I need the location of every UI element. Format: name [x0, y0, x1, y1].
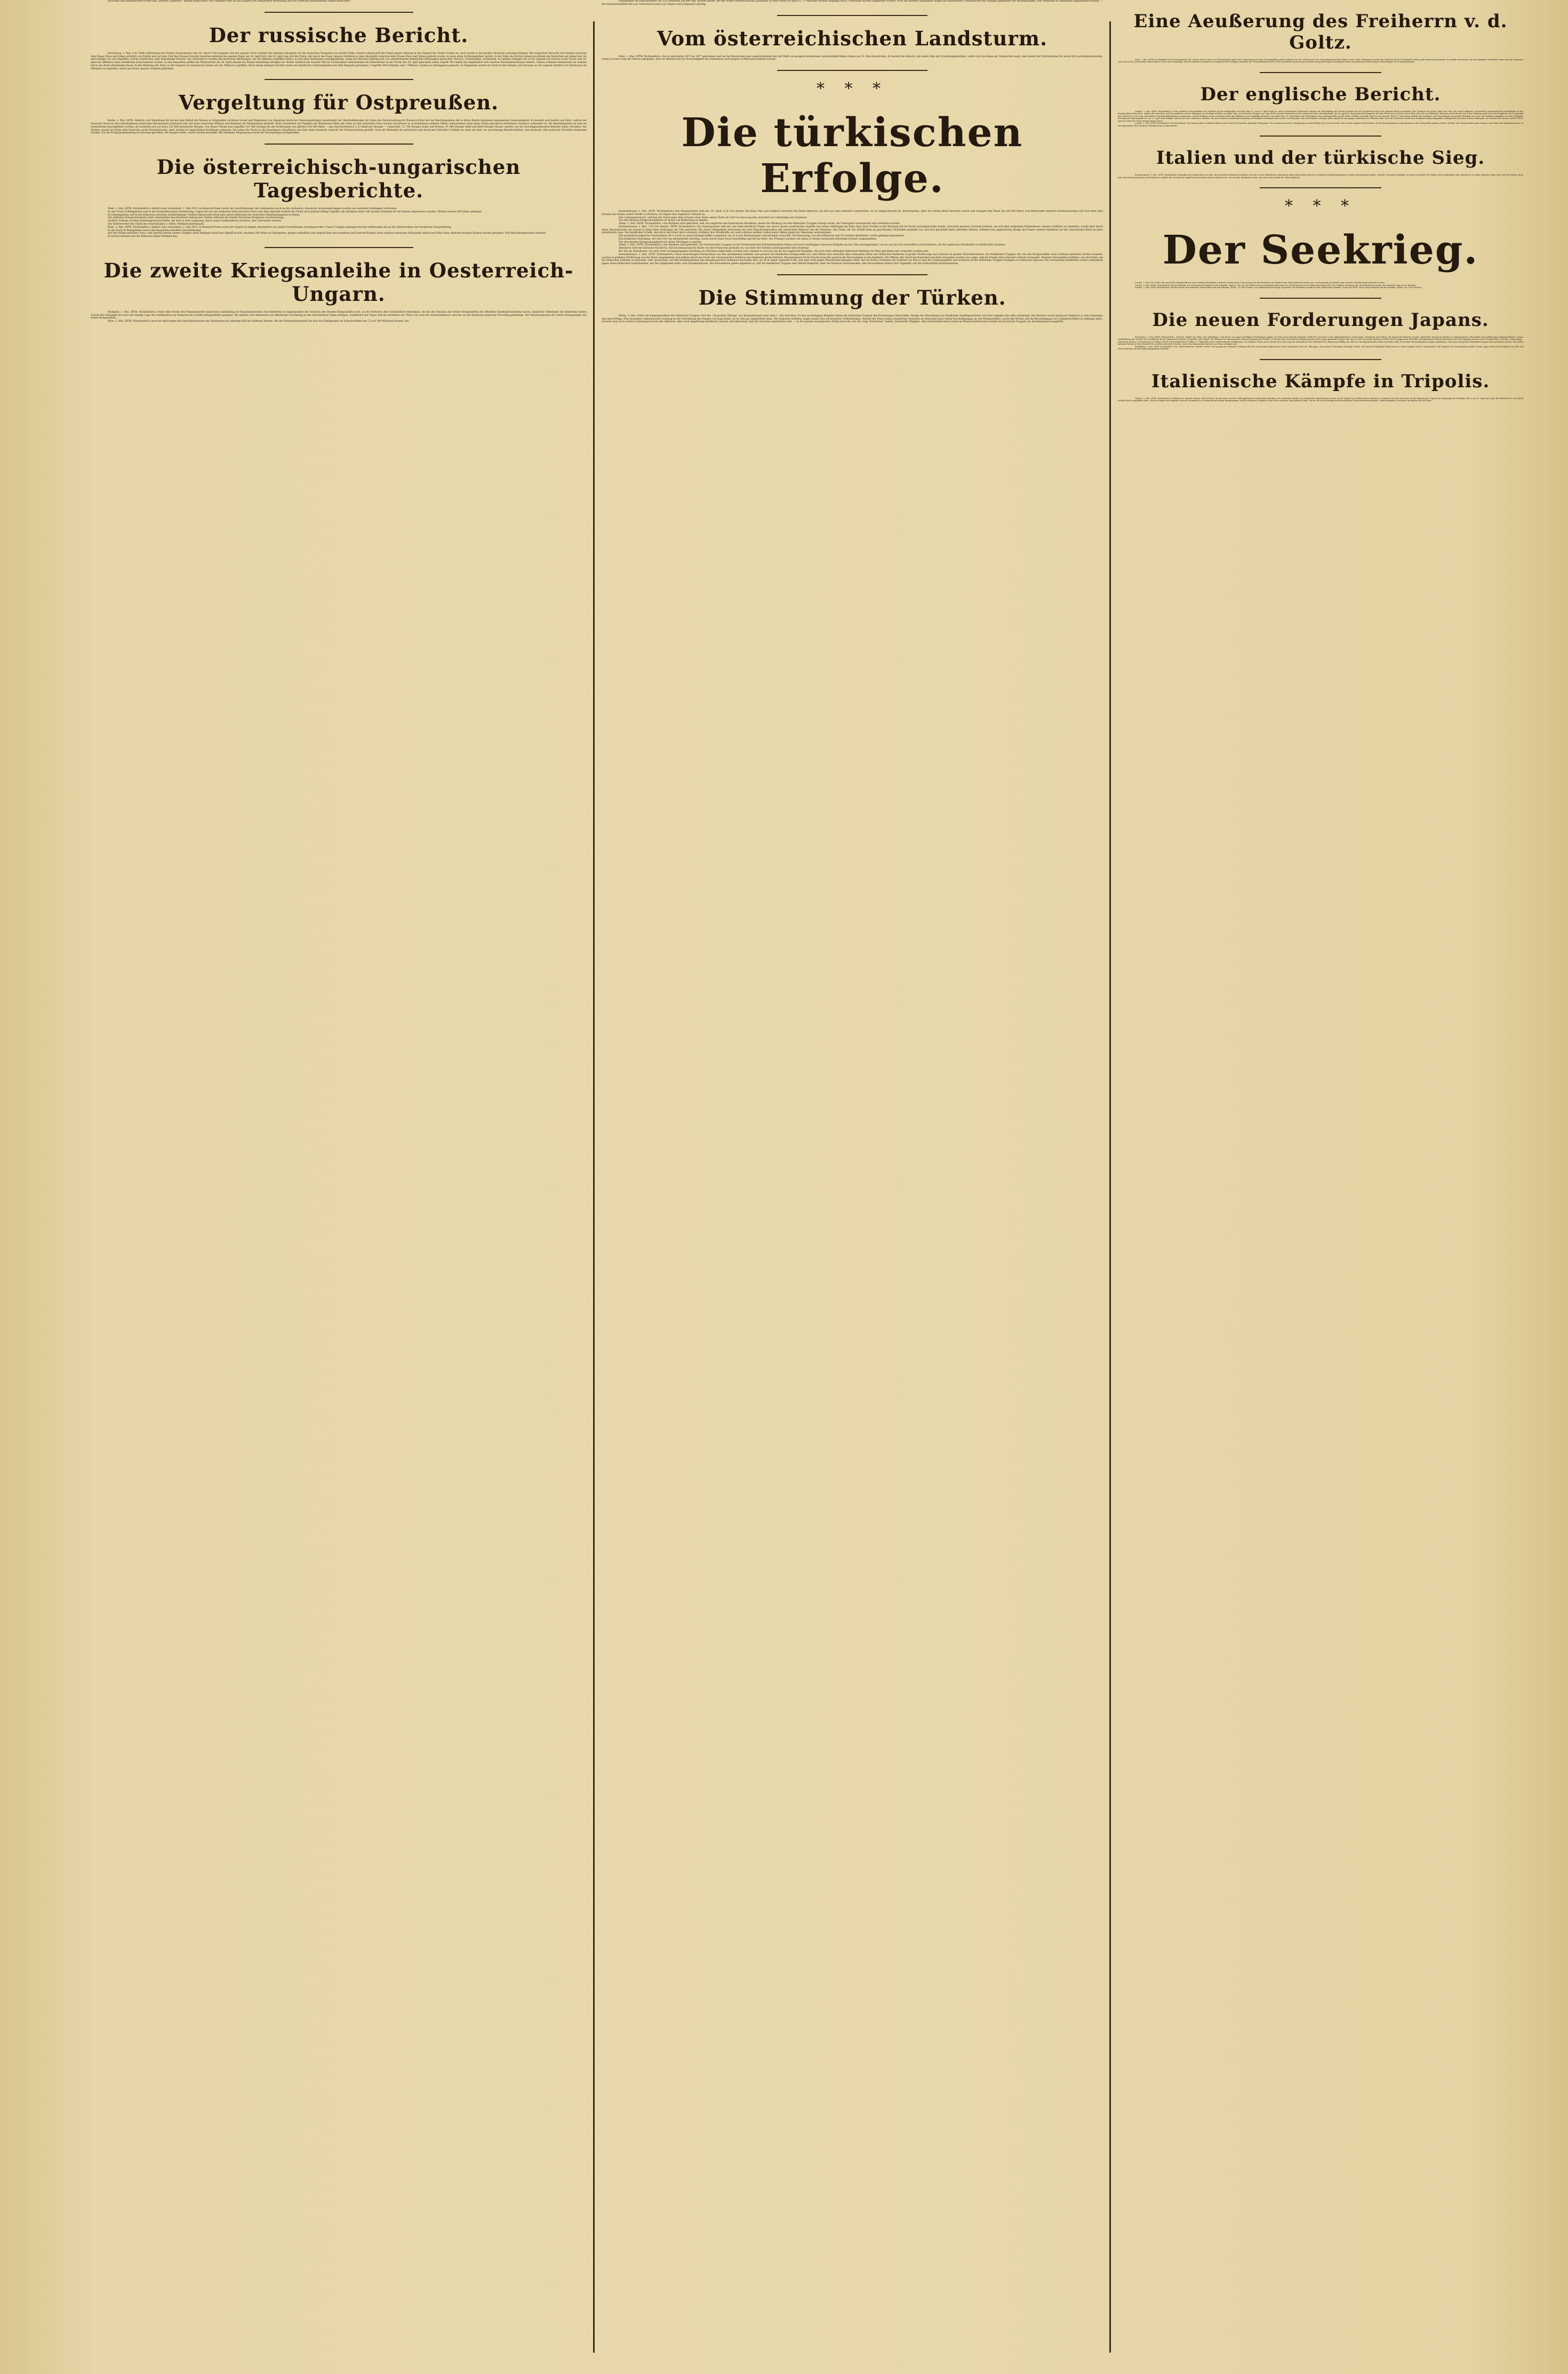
article-paragraph: Wien, 1. Mai. (WTB. Nichtamtlich.) Amtlich wird verlautbart: 1. Mai 1915. In Russisch-Polen wurde der Geschützkampf, der stellenweise auch nachts andauerte. Russische Sicherungstruppen wurden aus mehreren Stellungen vertrieben.: [108, 208, 397, 211]
article: [602, 286, 1103, 324]
article-paragraph: Athen, 1. Mai. (WTB. Nichtamtlich.) Aus Mytilene wird gebrahtet, daß vier englische und französische Bataillone, denen der Rückzug von den türkischen Truppen verlegt wurde, die Uebergabe verweigerten und vernichtet wurden.: [619, 222, 901, 226]
article-paragraph: London, 1. Mai. (WTB. Nichtamtlich.) Reutermeldung. Der König sandte an Admiral Robeck und General Sir Hamilton folgendes Telegramm: Ich vernahm mit großer Genugtuung von dem Erfolge, der erreicht wurde und von dem tapferen Widerstande, der bei den kombinierten Operationen an den Dardanellen geboten wurde. Ich bitte, den Mannschaften jeden Ranges, auch denen der Bundesgenossen, zu den glänzenden Taten herzliche Glückwünsche zu übermitteln.: [1118, 122, 1523, 127]
column-1: [91, 0, 587, 2374]
article-paragraph: Berlin, 3. Mai. Ueber die Siegesgewißheit der türkischen Truppen wird der „Vossischen Zeitung“ aus Konstantinopel unter dem 1. Mai berichtet: Zu den sechstägigen Kämpfen haben die türkischen Truppen alle Erwartungen übertroffen. Infolge der Mitwirkung von feindlichen Schiffsgeschützen war ihre Aufgabe eine sehr schwierige. Die Verluste waren gering im Vergleich zu den Leistungen und dem Erfolge. Eine besonders rühmenswerte Leistung ist die Vertreibung des Feindes von Kum Kaleh, wo er sich gut eingerichtet hatte. Die türkische Artillerie zeigte wieder ihre oft bewährte Treffsicherheit. Obwohl der Feind neben erheblichen Verlusten an Menschen auch ernste Beschädigungen an vier Kriegsschiffen, sowie den Verlust und die Beschädigung von Transportschiffen zu beklagen hatte, erwartet man doch weitere Landungsversuche der Alliierten. Aber auch Angehörige feindlicher Staaten sind überzeugt, daß alle Versuche aussichtslos sind. — In der ganzen europäischen Türkei herrscht, wie die „Tägl. Rundschau“ meldet, fieberhafte Tätigkeit. Alle ostwärtsführenden Linien im Mannschaftsbestand wurden durch frische Truppen aus Konstantinopel ausgefüllt.: [602, 314, 1103, 324]
section-headline: Der Seekrieg.: [1162, 227, 1479, 274]
article-paragraph: An der Front in Westgalizien und in den Karpathen keine Veränderung. Gegen die von uns eroberten Seen zwischen Orava und dem Oportale richtete der Feind auch gestern heftige Angriffe, die abermals unter sehr großen Verlusten für die Russen abgewiesen wurden. Hierbei wurden 500 Mann gefangen.: [108, 210, 483, 213]
article-paragraph: Konstantinopel, 1. Mai. (WTB. Nichtamtlich.) Das Hauptquartier teilt mit: 30. April, 8,25 Uhr abends: Bei Kaba Tepe und Gallipoli versuchte der Feind Aktionen, um sich aus dem schmalen Landstreifen, wo er eingeschlossen ist, freizumachen. Aber wir wiesen diese Versuche zurück und zwangen den Feind, bis auf 500 Meter vom Meeresufer entfernt zurückzuweichen und sich unter dem Schutze des Feuers seiner Schiffe zu flüchten; wir fügten ihm ungeheure Verluste zu.: [602, 210, 1103, 216]
article-paragraph: Hierdurch wird die türkische Nachricht, daß die kleinasiatische Küste von den Franzosen geräumt sei, von einer der Entente naheliegenden Seite bestätigt.: [619, 247, 810, 250]
article-separator: [265, 12, 413, 13]
article: [1118, 147, 1523, 179]
column-rule-1: [593, 21, 595, 2353]
article-paragraph: London, 2. Mai. (WTB. Nichtamtlich.) Reuter meldet: Ein deutsches Unterseeboot hat den Dampfer „Edale“ (15 000 Tonnen), von Südamerika unterwegs, torpediert. Die Besatzung wurde bei den Scilly-Inseln gelandet. (Notiz des WTB.: Nach Lloyds Register hat der Dampfer „Edale“ nur 3100 Tonnen.): [1135, 286, 1422, 289]
article-paragraph: Einlagesaldo im Scheckverkehr um 25¼ Millionen auf 689 Mill. Kronen erhöht. Bei der ersten österreichischen Sparkasse in Wien waren im April ca. 17 Millionen Kronen eingelegt und 8,3 Millionen Kronen abgehoben worden. Auch die anderen Sparkassen zeigen ein bedeutendes Uebergewicht der Einlagen gegenüber der Rückzahlungen. Der Geldstand ist andauernd ungewöhnlich flüssig. — Die Saatenstandsberichte aus Oesterreich sowie aus Ungarn sind fortgesetzt günstig.: [602, 0, 1103, 6]
article-paragraph: Von den übrigen Kriegsschauplätzen ist nichts von Bedeutung zu melden.: [619, 219, 709, 222]
ornament-stars: * * *: [816, 79, 889, 99]
article-separator: [777, 15, 927, 16]
article-paragraph: zösischen und holländischen Presse laut „Berliner Tageblatt.“ lebhaft besprochen. Das Vorgehen wird als ein Ereignis von allergrößter Bedeutung und von vielleicht unabsehbaren Folgen bezeichnet.: [108, 0, 351, 3]
article-paragraph: Oestlich Trebinje wurden montenegrinische Kräfte, die sich zu weit vorgewagt, durch unser Artilleriefeuer zerstreut, ihre Unterkunft zerstört.: [108, 220, 282, 223]
article-heading: Vergeltung für Ostpreußen.: [178, 91, 499, 115]
article-paragraph: Das australisch-englische Unterseeboot AE 2 wurde in unsren Kriegsschiffen vorgestern, als es in das Marmarameer einzudringen versuchte. Die Besatzung, aus drei Offizieren und 29 Soldaten bestehend, wurde gefangen genommen.: [619, 235, 905, 238]
article-paragraph: London, 2. Mai. (WTB. Nichtamtlich.) Reutermeldung. Der norwegische Dampfer ist der Dampfer „Sporno“ der von Port Talbot nach Archangelsk unterwegs war. Die Besatzung von 24 Mann hatte kaum Zeit, das Schiff zu verlassen, ehe die Deutschen feuerten. Der Dampfer sank in zwei Minuten.: [1135, 284, 1417, 286]
article-separator: [1260, 72, 1381, 73]
article: [1118, 11, 1523, 63]
article-heading: Italien und der türkische Sieg.: [1156, 147, 1485, 169]
article-paragraph: Wien, 2. Mai. (WTB. Nichtamtlich.) Amtlich wird verlautbart: 2. Mai 1915. In Russisch-Polen wurde der Gegner in einigen Abschnitten aus seinen Vorstellungen zurückgeworfen. Unsere Truppen gelangten hierbei stellenweise bis an die Hindernislinie der feindlichen Hauptstellung.: [108, 226, 452, 229]
article-separator: [777, 274, 927, 275]
article-heading: Die neuen Forderungen Japans.: [1152, 309, 1489, 331]
article-paragraph: Den Landungsversuch, welchen der Feind unter dem Schutze eines Teiles seiner Flotte im Golf von Saros machte, brachten wir vollständig zum Scheitern.: [619, 216, 808, 219]
article-paragraph: In Südostgalizien und in der Bukowina zeitweise Artilleriekampf. Südlich Zaleszczyki schoß eine unsere Batterien ein russisches Munitionsmagazin in Brand.: [108, 213, 300, 217]
article-heading: Die zweite Kriegsanleihe in Oesterreich-Ungarn.: [103, 258, 574, 306]
article-paragraph: Berlin, 1. Mai. (WTB. Amtlich.) Als Vergeltung für die bei dem Einfall der Russen in Ostpreußen verübten Greuel und Wegnahme von Eigentum deutscher Staatsangehöriger beauftragte der Oberbefehlshaber im Osten die Zivilverwaltung für Russisch-Polen mit der Beschlagnahme der in ihrem Bezirk belegenen sogenannten Donationsgüter. Es handelt sich hierbei um Güter, welche der russische Staat bei den verschiedenen polnischen Revolutionen konfisziert hat und dann russischen Militärs und Beamten zur Nutznießung überließ. Beim Aussterben der Familien der Beliehenen fallen die Güter an den russischen Staat zurück und ebenso in verschiedenen anderen Fällen, insbesondere wenn keine Erben griechisch-orthodoxen Glaubens vorhanden ist. Die Beschlagnahme ist jetzt im wesentlichen durchgeführt worden; sie erstreckt sich auf etwa 232 000 preußische Morgen. Von dieser Fläche sind ungefähr 107 000 Morgen für die Pachtsumme von jährlich 356 000 Mark — also durchschnittlich 3.33 Mark pro Morgen — verpachtet. 21 700 Morgen Äcker und Wiesen, 97 000 Morgen Wald und 6400 Morgen Wasser werden von der beschlagnahmenden Behörde selbst verwaltet. Die Pächter, soweit sie Polen oder Deutsche, nicht Nationalrussen, sind, wurden in ungestörtem Pachtbesitz gelassen. Sie haben die Pacht an die Staatskasse abzuführen und sind unter dauernde Aufsicht der Zivilverwaltung gestellt. Auch die Mehrzahl der polnischen und deutschen Verwalter verblieb im Amte mit dort, wo zuverlässige Beamte fehlten, sind deutsche oder polnische Verwalter eingesetzt worden. Für die Frühjahrsbestellung ist Vorsorge getroffen. Wo Saatgut fehlte, wurde solches beschafft. Bei fehlender Bespannung wurde mit Motorpflügen nachgeholfen.: [91, 120, 587, 135]
article: [91, 23, 587, 71]
article: [91, 155, 587, 238]
article-paragraph: Wien, 2. Mai. (WTB. Nichtamtlich.) Der Korrespondent der „Neuen Freien Presse“ in Konstantinopel hatte eine Unterredung mit dem Generalfeldmarschall Freiherrn von der Goltz Pascha. Der Generalfeldmarschall erklärte, daß er den Landungsversuchen der Alliierten bei den Dardanellen keine große Bedeutung beimesse. Er zweifle nicht daran, daß die Engländer schließlich ebenso wie die Franzosen sich wird an das Land werden halten können. Nach der Feststellung, daß die türkischen Soldaten sich ausgezeichnet schlagen, bemerkte der Generalfeldmarschall, in Wien und Berlin brauche man sich über die gegenwärtigen Landungsversuche der Alliierten ebensowenig zu beunruhigen wie in Konstantinopel.: [1118, 59, 1523, 63]
article-paragraph: Von den übrigen Kriegsschauplätzen ist nichts Wichtiges zu melden.: [619, 241, 702, 244]
article: [1118, 84, 1523, 127]
article: [91, 91, 587, 135]
article-paragraph: Petersburg, 2. Mai. (WTB. Nichtamtlich.) „Rjetsch“ meldet aus Tokio: Die endgültigen, vom Kaiser von Japan bestätigten Forderungen Japans an China sind nunmehr folgende: Politische Vorrechte in der Südmandschurei, Ostmongolei, Schantung und Fukien. Als japanische Wünsche wurden aufgestellt: Japanische Berater in administrativen, finanziellen und militärischen Angelegenheiten, Chinas Verpflichtung zum Erwerb von Grundbesitz für die japanischen Schulen, Hospitäler und Tempel, Errichtung einer gemeinsamen chinesisch-japanischen Polizei, 50 Prozent alles chinesischen Kriegsmaterials soll in Japan angekauft werden oder aber es soll ein Arsenal errichtet werden, das nur japanische Techniker und japanisches Material benutzen soll, Berechtigung zum Bau einer Eisenbahnlinie Utschau—Nantschang—Hantschou-Swatau, (?) Errichtung von Häfen, Docks und Eisenbahnen in Fukien, (?) Erlaubnis freier Ausbreitung des Buddhismus. Die Tokioter Presse weist auf den Ernst der Lage hin und kritisiert die Maßregeln der Regierung abfällig, die alles nur mit diplomatischen Wege erreichen wolle. Es werden Versammlungen in Japan abgehalten, worin ganz energische Maßnahmen gegen China gefordert werden. Eine dahin lautende Petition ist dem Minister des Aeußern überreicht worden, worin eine kategorische Antwort von China verlangt wird.: [1118, 336, 1523, 346]
article-paragraph: Bei den der Bataillonen, die nach einer vorangegangenen Meldung aus Mytilene aufgerieben worden sind, handelt es sich nur um die der englischen Brigaden, die nach einer offiziellen türkischen Meldung ins Meer getrieben und vernichtet worden sind.: [619, 250, 929, 253]
article-separator: [777, 70, 927, 71]
column-3: [1118, 0, 1523, 2374]
article-separator: [1260, 187, 1381, 188]
article-heading: Eine Aeußerung des Freiherrn v. d. Goltz.: [1133, 11, 1508, 53]
article-heading: Der englische Bericht.: [1200, 83, 1441, 105]
article-paragraph: Ein feindlicher Hydroplan, der den Golf von Alexandrette überflog, wurde durch unser Feuer beschädigt und fiel ins Meer. Die Trümmer wurden von einem in diesen Gewässern fahrenden Kreuzer aufgenommen.: [619, 237, 877, 241]
article-paragraph: Petersburg, 1. Mai. (Ctr. Frkft.) Mitteilung des Großen Generalstabs vom 30. April 9 Uhr morgens: Auf der ganzen Front westlich des Njemen behaupten wir die deutschen Vorposten aus dichter Nähe. Gestern abend griff der Feind unsere Stellung in der Gegend des Dorfes Sodnia an, doch wurde er mit großen Verlusten zurückgeschlagen. Die tragischen Versuche des Feindes zwischen dem Flusse Pissa und Szkwa nördlich von Nadlin und auf dem Ufer des Flusses Orschitz dauerten während des ganzen Tages am 29. April fort. Am 29. April zog sich der Feind, der durch das Feuer unserer Artillerie in dem Abschnitte zwischen dem Flusse Pissa und Szkwa gedeckt wurde, in seine alten Schützengräben zurück. In der Nähe des Dorfes Jednorosz erlitten die Deutschen am Abend des 28. April infolge von vier Angriffen, welche scheiterten, sehr bedeutende Verluste. Bei Stanislawow wurden die deutschen Abteilungen, die die Offensive ergriffen hatten, in ihre alten Stellungen zurückgedrängt. Längs der Weichsel mißlang ein von unbedeutenden feindlichen Abteilungen gemachter Versuch, vorzudringen, vollständig. In Galizien schlugen wir in der Gegend von Gorlice in der Nacht vom 29. April die Offensive eines feindlichen Detachements zurück. In den Karpathen griffen die Österreicher am 28. April abends bei Polany neuerdings erfolglos an. Weiter nördlich am Uzsoker Paß im Tuchlewatale unternahmen die Österreicher in der Nacht des 28. April gleichfalls einen Angriff. Wir ließen ihn ungehindert sich unseren Eisendrahtverhauen nähern. Unsere Soldaten dezimierten sie alsdann durch ein stark anhaltendes Feuer. In der Richtung des Stryj, in der Gegend von Holowiecko haben wir die Offensive ergriffen. Nach einem heftigen Vorstoß wurde ein feindlicher Schützengraben mit dem Bajonett genommen. Ungefähr 400 Soldaten und 7 Offiziere wurden zu Gefangenen gemacht. In Ostgalizien wurde ein Versuch des Feindes, bei Zurawno in der Gegend nördlich von Nadworna die Offensive zu ergreifen, durch das Feuer unserer Artillerie gehemmt.: [91, 52, 587, 70]
article-heading: Der russische Bericht.: [209, 23, 469, 47]
section-headline: Die türkischen Erfolge.: [681, 110, 1023, 202]
article-separator: [265, 144, 413, 145]
article-paragraph: In Südost-Galizien und der Bukowina keine Veränderung.: [108, 235, 178, 238]
article-paragraph: Wien, 1. Mai. (WTB. Nichtamtlich.) Die in den Jahren 1873 bis 1877 geborenen und bei der Musterung zum Landsturmdienst mit der Waffe als geeignet befundenen Landsturmpflichtigen haben am 15. Mai einzurücken. Es besteht die Absicht, bei einem Teile der Ersatztruppenkörper, sofern sich bei ihnen ein Ueberschuß zeigt, eine Anzahl der Einrückenden für kurze Zeit zurückzubeurlauben, wobei in erster Linie die älteren Jahrgänge, aber im Hinblick auf die Notwendigkeit des Feldanbaus auch jüngere in Betracht kommen werden.: [602, 55, 1103, 61]
article: [91, 0, 587, 3]
article-paragraph: Tripolis, 2. Mai. (WTB. Nichtamtlich.) Meldung der Agenzia Stefani. Oberst Miani, der mit einer aus drei Waffengattungen bestehenden Abteilung, der zahlreiche Banden von Irregulären angeschlossen waren, in der Gegend von Orfella Syrtica operierte, erstattete aus dem Fort Syrte an die Regierung in Tripolis die telegraphische Meldung, daß er am 29. April das Lager der Rebellen bei Casr Buadi (südlich Syrte) angegriffen habe. Gleich zu Beginn des Kampfes seien die Irregulären in Unordnung zum Feinde übergegangen, weil die regulären Truppen in eine sehr schwierige Lage gebracht habe, aus der sie sich allerdings mit beträchtlichen Verlusten befreien konnten. Tapfer kämpfend, erreichten sie abends das Fort Syrte.: [1118, 397, 1523, 402]
article-separator: [265, 247, 413, 248]
article-heading: Die Stimmung der Türken.: [698, 285, 1006, 309]
article-paragraph: In der Front in Westgalizien und in den Karpathen lebhafter Geschützkampf.: [108, 229, 202, 232]
article-separator: [1260, 359, 1381, 360]
article: [602, 79, 1103, 266]
article: [1118, 309, 1523, 350]
article-paragraph: Der Stellvertreter des Chefs des Generalstabes v. Höfer, Feldmarschalleutnant.: [108, 223, 205, 226]
article: [602, 27, 1103, 62]
article-heading: Vom österreichischen Landsturm.: [657, 26, 1047, 50]
article-paragraph: London, 1. Mai. (Ctr. Frkft.) Ein russisches Dampfschiff mit einer Ladung Steinkohlen soll durch ein deutsches Unterseeboot an der Westküste von Irland in den Grund gebohrt worden sein. Die Besatzung ist gerettet und nach der Valentia-Inseln gebracht worden.: [1135, 282, 1386, 284]
ornament-stars: * * *: [1284, 197, 1357, 216]
article: [602, 0, 1103, 6]
article-paragraph: Wien, 2. Mai. (WTB. Nichtamtlich.) Auch im April zeigen die Geschäftsausweise der Sparkassen das günstige Bild der früheren Monate. Bei der Postsparkassenamt hat sich das Einlagesaldo im Scheckverkehr um 2,3 auf 184 Millionen Kronen, das: [108, 320, 409, 323]
article-separator: [265, 79, 413, 80]
article-paragraph: Am südlichen Kriegsschauplatz außer vereinzelten Geschützfeuer entlang der Grenze während der letzten Zeit keine Ereignisse von Bedeutung.: [108, 217, 284, 220]
article-paragraph: Konstantinopel, 1. Mai. 7,55 Uhr abends. (WTB. Nichtamtlich.) Das Hauptquartier teilt mit: Der linke feindliche Flügel, der durch unsere wiederholten Angriffe aus seinen Stellungen bei Kaba Tepe nach Norden in der Richtung auf Ari Burnu zurückgeworfen wurde, versuchte gestern vorzumarschieren, um sich dem wirksamen Flankenfeuer unserer Artillerie zu entziehen, wurde aber durch einen Bajonettsturm von neuem in seine alten Stellungen am Ufer getrieben. Bei dieser Gelegenheit erbeuteten wir zwei Maschinengewehre mit sämtlichem Material und der Munition. Der Feind, der bei Seddül Bahr an geschützten Uferstellen gelandet war und sich geschützt hatte aufstellen können, befindet sich gegenwärtig infolge des Feuers unserer Batterien auf der anatolischen Küste in einer unhaltbaren Lage. Die feindlichen Schiffe, die durch das Feuer ihrer schweren Artillerie ihre Streitkräfte an Land schützen mußten, haben keine Aktion gegen die Meerenge unternommen.: [602, 225, 1103, 235]
article-paragraph: Konstantinopel, 1. Mai. (WTB. Nichtamtlich.) Bezüglich der Nachrichten aus Rom, die den großen Eindruck feststellen, den die von der öffentlichen Meinung in Italien mit großem Interesse verfolgten Dardanellenkämpfe in Italien hervorgerufen haben, schreibt „Tercüman-i-Hakikat“ in einem Leitartikel: Die Siege in den Dardanellen sind, obwohl sie vor allem türkische Siege sind, auch für Italiens, denn jede Schwächung Englands und Frankreichs mindert das Gewicht der englisch-französischen Vorherrschaft zur See, die auf dem Mittelmeer lastet, und eine ernste Gefahr für Italien bedeutet.: [1118, 174, 1523, 179]
article-paragraph: Athen, 2. Mai. (WTB. Nichtamtlich.) Aus Mytilene wird gemeldet: Die französischen Truppen an der Nordasiatischen Dardanellenküste haben sich nach zweitägigen schweren Kämpfen an das Ufer zurückgezogen, von wo aus sie sich einschifften und fortfuhren, als die englischen Streitkräfte in Seddül Bahr landeten.: [619, 244, 1006, 247]
article-paragraph: Auf den Höhen zwischen Orava- und Oportal warfen unsere Truppen einen heftigen russischen Angriff zurück, machten 200 Mann zu Gefangenen, gingen schließlich zum Angriff über und eroberten nach hartem Kampfe einen starken russischen Stützpunkt östlich der Höhe Ostry. Mehrere hundert Russen wurden gefangen, fünf Maschinengewehre erbeutet.: [108, 232, 547, 235]
article: [91, 259, 587, 323]
article-separator: [1260, 136, 1381, 137]
column-rule-2: [1109, 21, 1111, 2353]
article: [1118, 197, 1523, 289]
article: [1118, 371, 1523, 402]
article-paragraph: Konstantinopel, 2. Mai. (WTB. Nichtamtlich.) Nach zuverlässigen Nachrichten von den Dardanellen befinden sich gestern die feindlichen Kriegsschiffe auf, und fuhren sich weiterhin dem wirksamen Feuer der türkischen Batterien in großer Entfernung und schossen in großen Zwischenräumen. Die feindlichen Truppen, die von den Kriegsschiffen nicht wirksam geschützt werden konnten, wurden in größerer Entfernung von der Küste eingeklemmt und erlitten durch das Feuer der ottomanischen Artillerie und Infanterie große Verluste. Kriegsminister Enver Pascha besuchte gestern die Verwundeten in den Spitälern. Ein Offizier, der durch ein Dum-Dum-Geschoß verwundet worden war, sagte, daß die Freude über Geschoß vielfach verwendet. Mehrere Verwundete erzählten, wie der Feind, um die türkischen Soldaten zu täuschen, oder anzulocken, auf den Schützengräben den muselmanischen Gebetsruf erschallen läßt, als ob er damit andeuten wolle, daß man nicht gegen Muselmanen kämpfen dürfe. Bei Ari Burnu verliessen die Soldaten vor Zeit zu Zeit die Schützengräben und richteten an die türkischen Truppen Predigten in arabischer Sprache. Ein verwundeter feindlicher Soldat schleuderte gegen einen türkischen Sanitätssoldat, der ihn aufgehoben hatte, eine Dynamitpatrone. Die Verwundeten geben allgemein zu, daß die feindlichen Truppen sehr lebhaft kämpften, aber die Munition verschwenden. Alle Verwundeten äußern ihre Ungeduld, auf das Schlachtfeld zurückzukehren.: [602, 253, 1103, 266]
article-paragraph: London, 1. Mai. (WTB. Nichtamtlich.) In der amtlichen Beschreibung der Gefechte an den Dardanellen zwischen dem 25. und 29. April heißt es: Sechs verschiedene Küstenorte wurden zur Ausschiffung des Heeres benutzt und die Operationen durch die gesamte Flotte unterstützt. Das Ergebnis des ersten Tages war, daß sich starke englische, australische und französische Streitkräfte an drei Hauptpunkten festsetzten, nämlich die Australier und Neuseeländer auf den Abhängen von Saritbair nördlich von Kaba Tepe, die britischen Truppen am Cape Helles und die Franzosen auf der asiatischen Küste bei Kumkaleh. Am 26. April bei Tagesanbruch behauptete sich der Feind noch im Dorfe Sed ul Bahr, das voll von Erdhöhlen, Kanonen und Verhauen war. Diese Stellung wurde durch die Engländer im Frontangriff quer durch die noch nicht vernichteten Stacheldrahthindernisse genommen. Unsere Stellung wurde an diesem Ende der Halbinsel somit endgültig gesichert. Am Abend des 27. April hatten die Verbündeten die Landungsstellen an der Küste nördlich von Kaba Tepe bis zur Batterie Totts (?). Inzwischen rückten die Australier und Neuseeländer mit großer Kühnheit vor, trotz sehr heftigen Angriffen, um sich Stellungen fortwährend Gegenangriffe ab. Am 27. April fand heftiger Gefecht mit einer türkischen Division, die nach schwerer Artilleriebeschießung auf Saritbair zurückgeworfen wurde. Die Australier und Neuseeländer schlugen jeden Angriff ab und gingen schließlich zur Offensive über. Auch die Franzosen wurden bei Kumkaleh heftig angegriffen, behaupteten sich aber in allen Stellungen. Die Verluste des Heeres und der Flotte sind der Natur der Sache entsprechend schwer.: [1118, 110, 1523, 122]
article-paragraph: Budapest, 1. Mai. (WTB. Nichtamtlich.) Unter dem Vorsitz des Finanzministers fand heute nachmittag im Finanzministerium eine Konferenz in Angelegenheit der Emission der zweiten Kriegsanleihe statt, an der Vertreter aller Geldinstitute teilnahmen, die bei der Emission der ersten Kriegsanleihe die offiziellen Subskriptionsstellen waren. Sämtliche Teilnehmer der Konferenz fanden sowohl den Zeitpunkt wie auch die heutige Lage des Geldmarktes zur Emission der zweiten Kriegsanleihe geeignet. Die Anleihe wird demnächst zur öffentlichen Zeichnung in den allernächsten Tagen erfolgen. Ausführlich des Typus und des Zinsfußes der Titres wie auch des Emissionskurses wird der an der Konferenz gemachte Vorschlag genehmigt. Der Emissionsmodus der ersten Kriegsanleihe der ersten Kriegsanleihe.: [91, 310, 587, 320]
article-heading: Die österreichisch-ungarischen Tagesberichte.: [156, 155, 521, 203]
article-paragraph: Rotterdam, 1. Mai. (WTB. Nichtamtlich.) Der „Rotterdamsche Courant“ meldet: Der japanische Gesandte in Peking teilte der chinesischen Regierung in einer mündlichen Note mit, daß Japan, wenn seine Forderungen bewilligt würden, die Frage der Rückgabe Kiautschous an China erwägen würde, vorausgesetzt, daß Tsingtau als Vertragshafen geöffnet würde. Japan würde die Eisenbahn, die Zoll- und Postverwaltung und die Regierungsgebäude behalten.: [1118, 345, 1523, 350]
article-separator: [1260, 298, 1381, 299]
article-heading: Italienische Kämpfe in Tripolis.: [1151, 370, 1490, 392]
column-2: [602, 0, 1103, 2374]
